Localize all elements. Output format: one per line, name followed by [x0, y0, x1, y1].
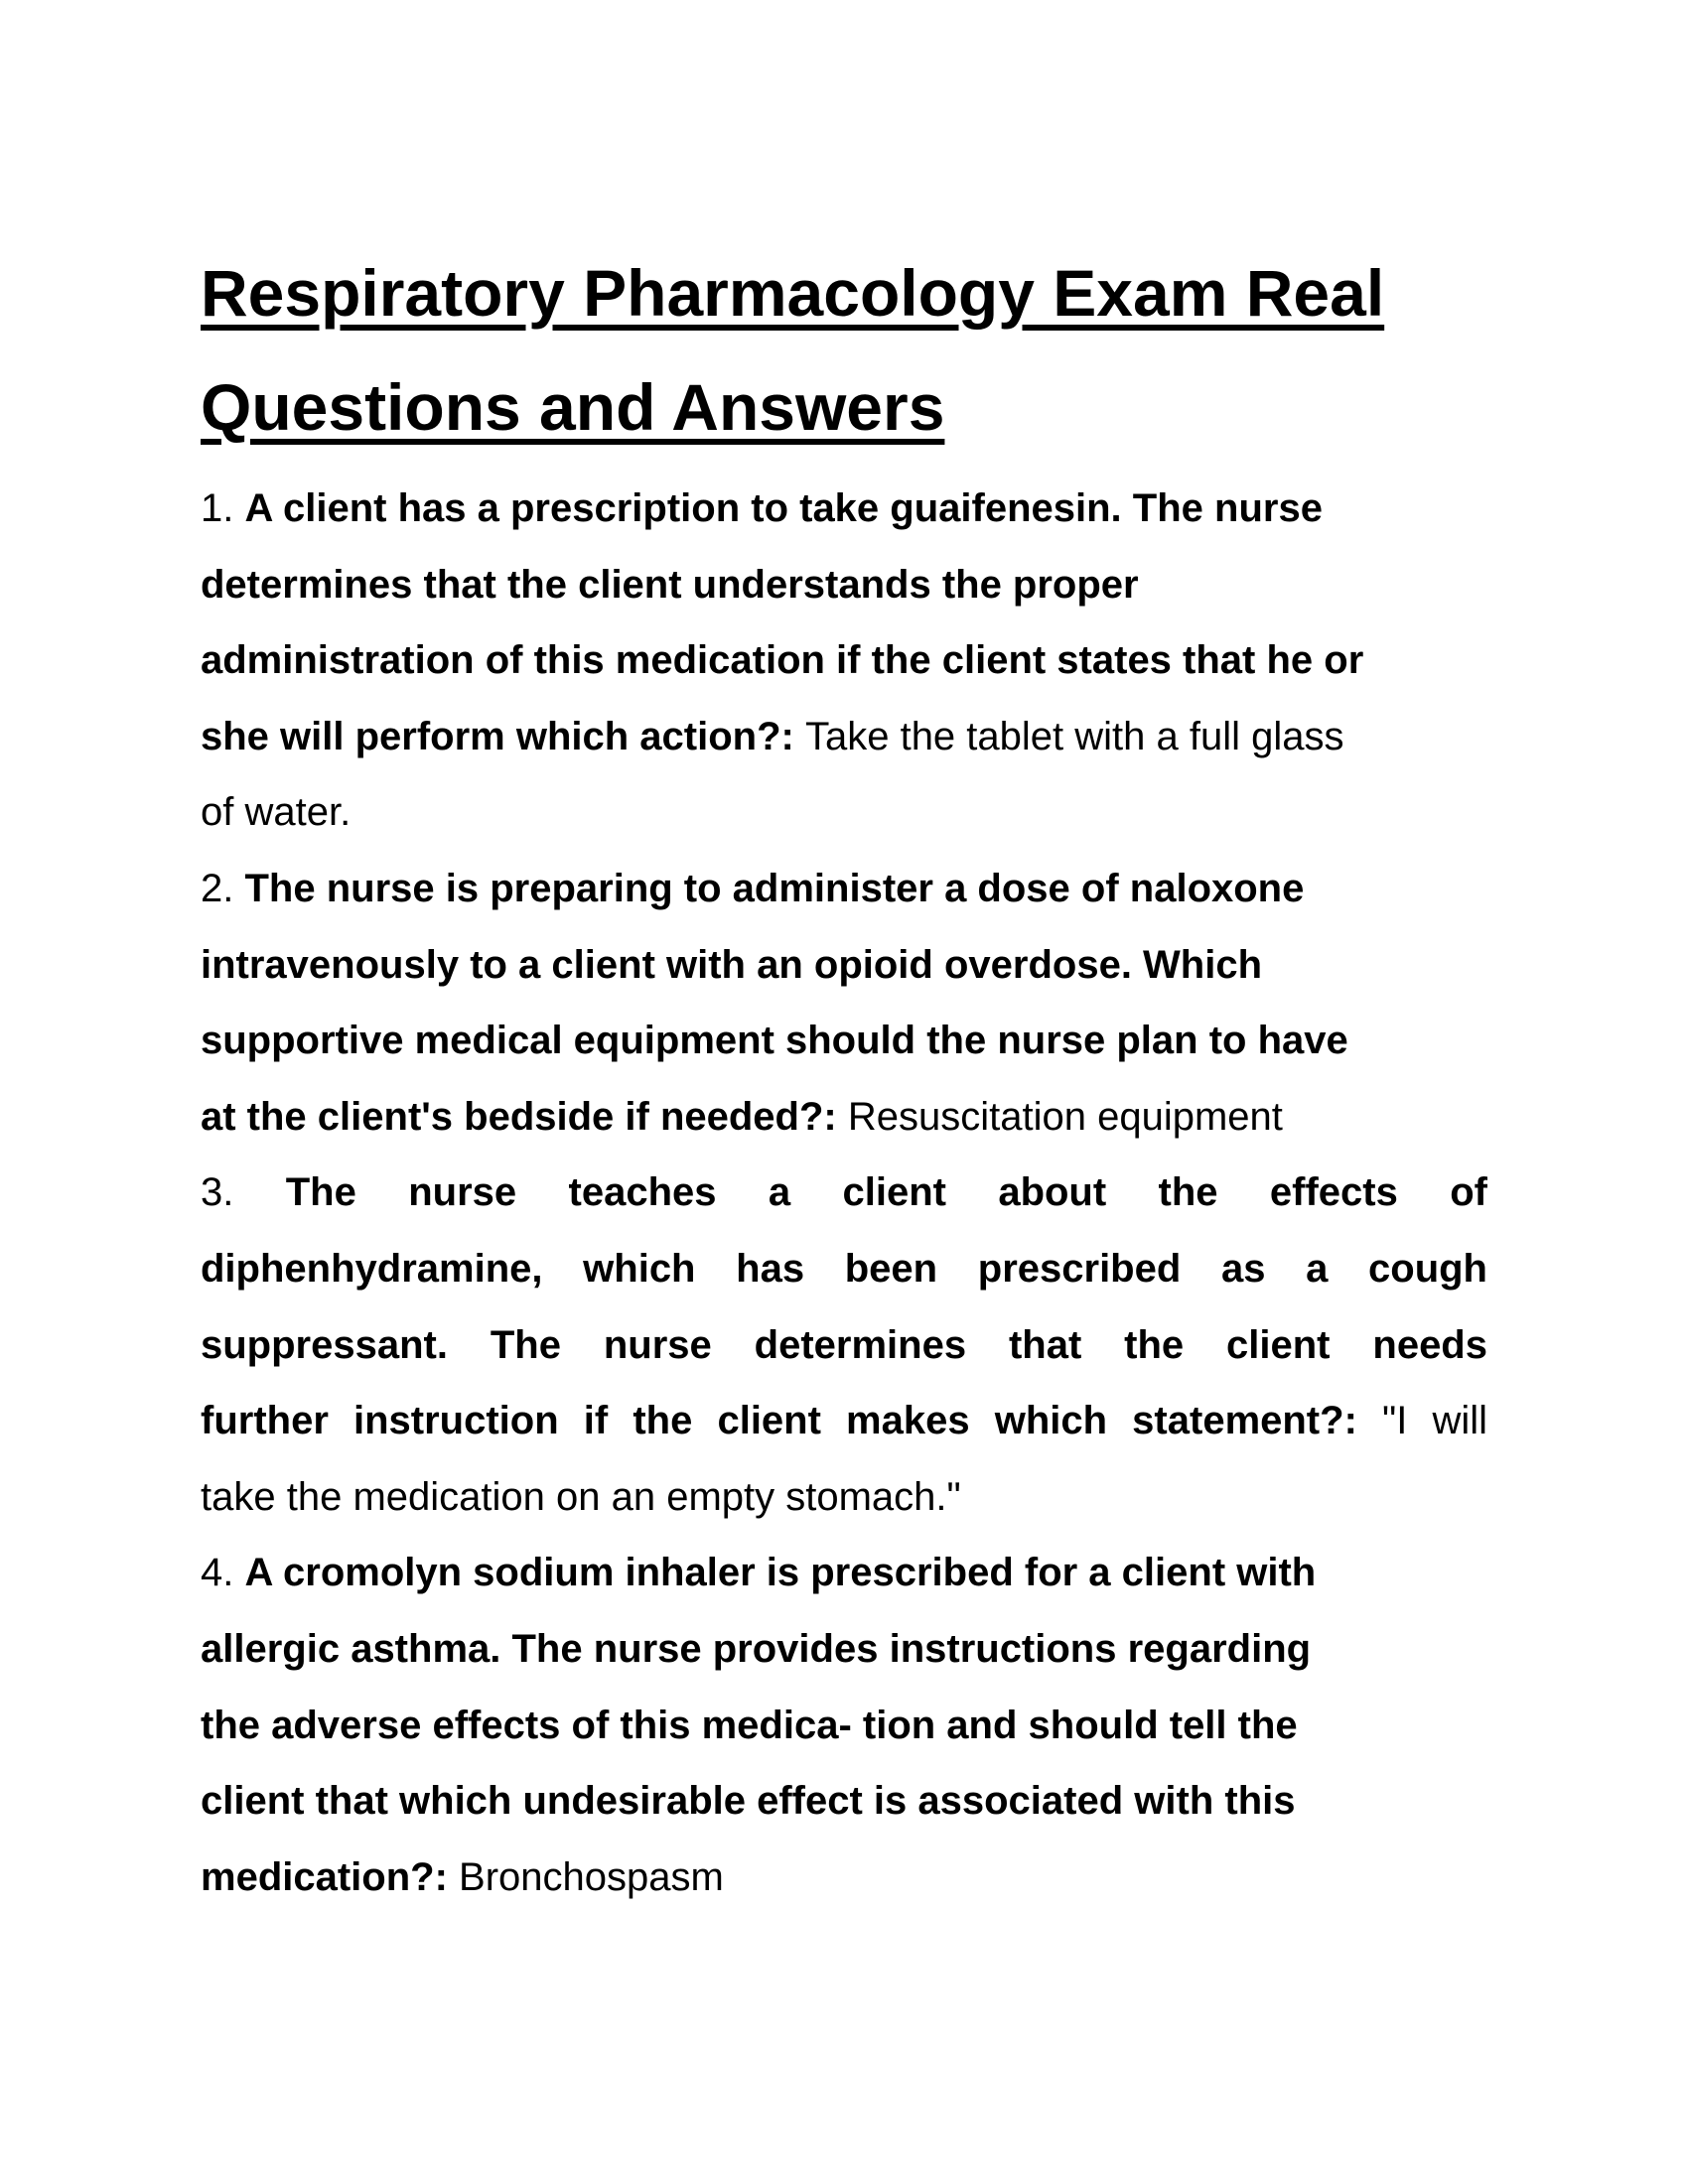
question-text: intravenously to a client with an opioid overdose. Which: [201, 942, 1263, 987]
item-number: 3.: [201, 1170, 286, 1215]
question-text: the adverse effects of this medica- tion and should tell the: [201, 1703, 1298, 1747]
text-line: [201, 1231, 1487, 1307]
answer-text: take the medication on an empty stomach.": [201, 1474, 961, 1519]
title-line: [201, 236, 1487, 350]
qa-item-4: [201, 1535, 1487, 1915]
question-text: determines that the client understands the proper: [201, 562, 1139, 607]
text-line: [201, 1611, 1487, 1688]
text-line: [201, 1840, 1487, 1916]
text-line: [201, 774, 1487, 851]
qa-list: [201, 471, 1487, 1915]
question-text: she will perform which action?:: [201, 714, 805, 758]
text-line: [201, 1079, 1487, 1156]
text-line: [201, 699, 1487, 775]
question-text: A client has a prescription to take guaifenesin. The nurse: [244, 486, 1323, 530]
text-line: [201, 851, 1487, 927]
text-line: [201, 471, 1487, 547]
text-line: [201, 1383, 1487, 1459]
text-line: [201, 927, 1487, 1004]
question-text: A cromolyn sodium inhaler is prescribed for a client with: [244, 1551, 1317, 1595]
text-line: [201, 1688, 1487, 1764]
question-text: supportive medical equipment should the nurse plan to have: [201, 1019, 1348, 1063]
question-text: diphenhydramine, which has been prescribed as a cough: [201, 1246, 1487, 1291]
answer-text: of water.: [201, 790, 352, 835]
question-text: The nurse is preparing to administer a dose of naloxone: [244, 866, 1305, 910]
title-text: Questions and Answers: [201, 370, 945, 444]
qa-item-3: [201, 1155, 1487, 1535]
question-text: medication?:: [201, 1854, 460, 1899]
text-line: [201, 622, 1487, 699]
text-line: [201, 1307, 1487, 1384]
answer-text: Resuscitation equipment: [847, 1094, 1283, 1139]
qa-item-2: [201, 851, 1487, 1155]
question-text: administration of this medication if the client states that he or: [201, 638, 1364, 683]
text-line: [201, 547, 1487, 623]
question-text: allergic asthma. The nurse provides instructions regarding: [201, 1626, 1312, 1671]
question-text: at the client's bedside if needed?:: [201, 1094, 848, 1139]
title-line: [201, 350, 1487, 465]
answer-text: Bronchospasm: [459, 1854, 724, 1899]
document-title: [201, 236, 1487, 465]
item-number: 2.: [201, 866, 245, 910]
question-text: client that which undesirable effect is associated with this: [201, 1779, 1296, 1824]
question-text: further instruction if the client makes which statement?:: [201, 1399, 1383, 1443]
question-text: suppressant. The nurse determines that the client needs: [201, 1322, 1487, 1367]
item-number: 1.: [201, 486, 245, 530]
answer-text: Take the tablet with a full glass: [804, 714, 1344, 758]
question-text: The nurse teaches a client about the effects of: [285, 1170, 1487, 1215]
qa-item-1: [201, 471, 1487, 851]
text-line: [201, 1459, 1487, 1536]
text-line: [201, 1003, 1487, 1079]
answer-text: "I will: [1382, 1399, 1487, 1443]
text-line: [201, 1155, 1487, 1231]
text-line: [201, 1763, 1487, 1840]
text-line: [201, 1535, 1487, 1611]
item-number: 4.: [201, 1551, 245, 1595]
title-text: Respiratory Pharmacology Exam Real: [201, 256, 1385, 330]
